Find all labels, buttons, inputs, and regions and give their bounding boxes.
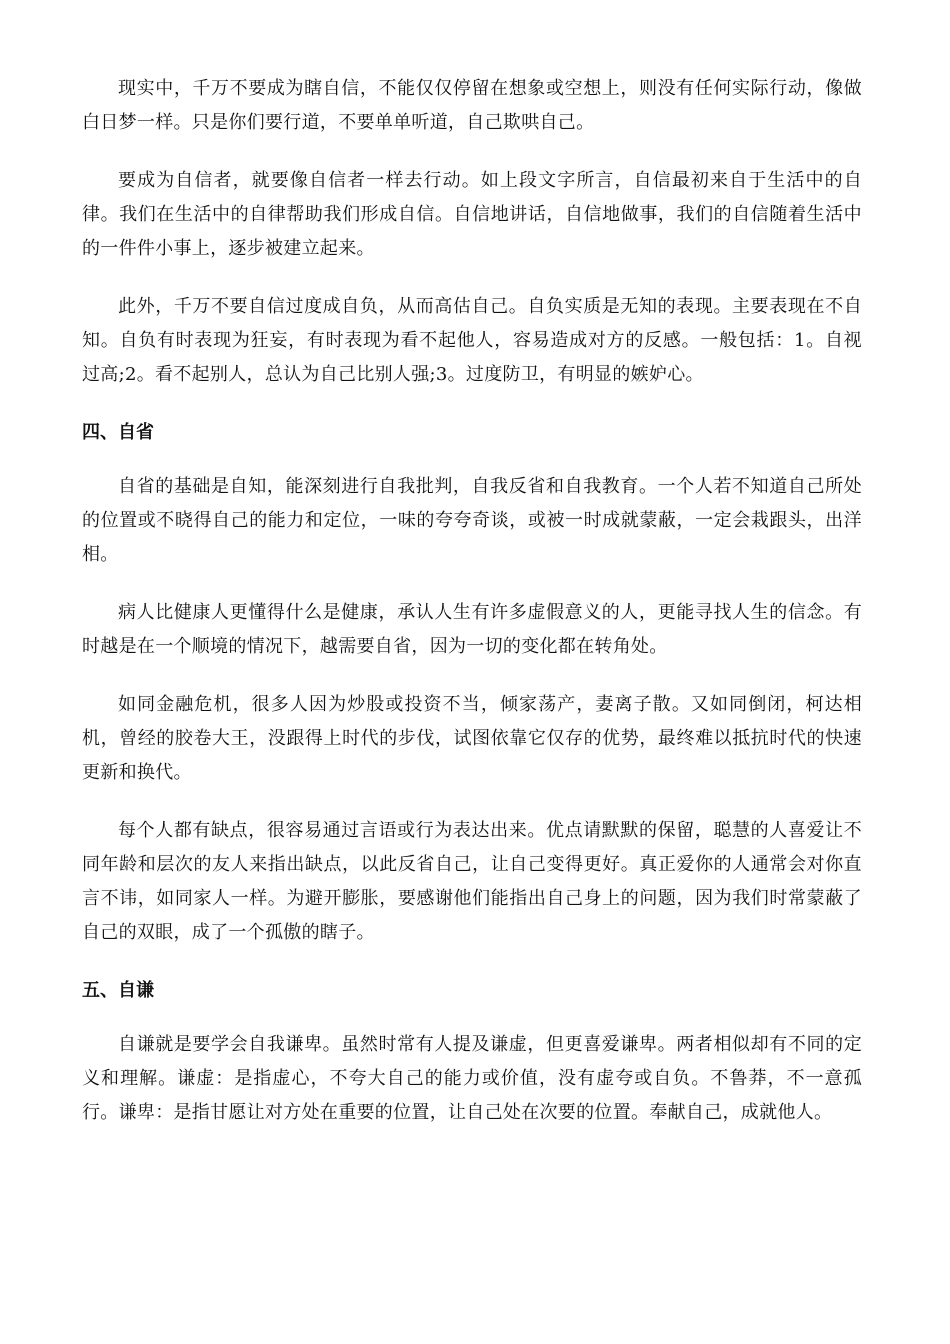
paragraph-7: 每个人都有缺点，很容易通过言语或行为表达出来。优点请默默的保留，聪慧的人喜爱让不同年龄和层次的友人来指出缺点，以此反省自己，让自己变得更好。真正爱你的人通常会对你直言不讳，如同家人一样。为避开膨胀，要感谢他们能指出自己身上的问题，因为我们时常蒙蔽了自己的双眼，成了一个孤傲的瞎子。 (82, 820, 862, 943)
paragraph-8: 自谦就是要学会自我谦卑。虽然时常有人提及谦虚，但更喜爱谦卑。两者相似却有不同的定义和理解。谦虚：是指虚心，不夸大自己的能力或价值，没有虚夸或自负。不鲁莽，不一意孤行。谦卑：是指甘愿让对方处在重要的位置，让自己处在次要的位置。奉献自己，成就他人。 (82, 1034, 862, 1123)
paragraph-4: 自省的基础是自知，能深刻进行自我批判，自我反省和自我教育。一个人若不知道自己所处的位置或不晓得自己的能力和定位，一味的夸夸奇谈，或被一时成就蒙蔽，一定会栽跟头，出洋相。 (82, 476, 862, 565)
paragraph-3: 此外，千万不要自信过度成自负，从而高估自己。自负实质是无知的表现。主要表现在不自知。自负有时表现为狂妄，有时表现为看不起他人，容易造成对方的反感。一般包括：1。自视过高;2。看不起别人，总认为自己比别人强;3。过度防卫，有明显的嫉妒心。 (82, 296, 862, 385)
section-heading-self-reflection: 四、自省 (82, 422, 154, 443)
document-page (82, 72, 862, 1154)
section-heading-modesty: 五、自谦 (82, 980, 154, 1001)
paragraph-2: 要成为自信者，就要像自信者一样去行动。如上段文字所言，自信最初来自于生活中的自律。我们在生活中的自律帮助我们形成自信。自信地讲话，自信地做事，我们的自信随着生活中的一件件小事上，逐步被建立起来。 (82, 170, 862, 259)
paragraph-6: 如同金融危机，很多人因为炒股或投资不当，倾家荡产，妻离子散。又如同倒闭，柯达相机，曾经的胶卷大王，没跟得上时代的步伐，试图依靠它仅存的优势，最终难以抵抗时代的快速更新和换代。 (82, 694, 862, 783)
paragraph-5: 病人比健康人更懂得什么是健康，承认人生有许多虚假意义的人，更能寻找人生的信念。有时越是在一个顺境的情况下，越需要自省，因为一切的变化都在转角处。 (82, 602, 862, 657)
paragraph-1: 现实中，千万不要成为瞎自信，不能仅仅停留在想象或空想上，则没有任何实际行动，像做白日梦一样。只是你们要行道，不要单单听道，自己欺哄自己。 (82, 78, 862, 133)
